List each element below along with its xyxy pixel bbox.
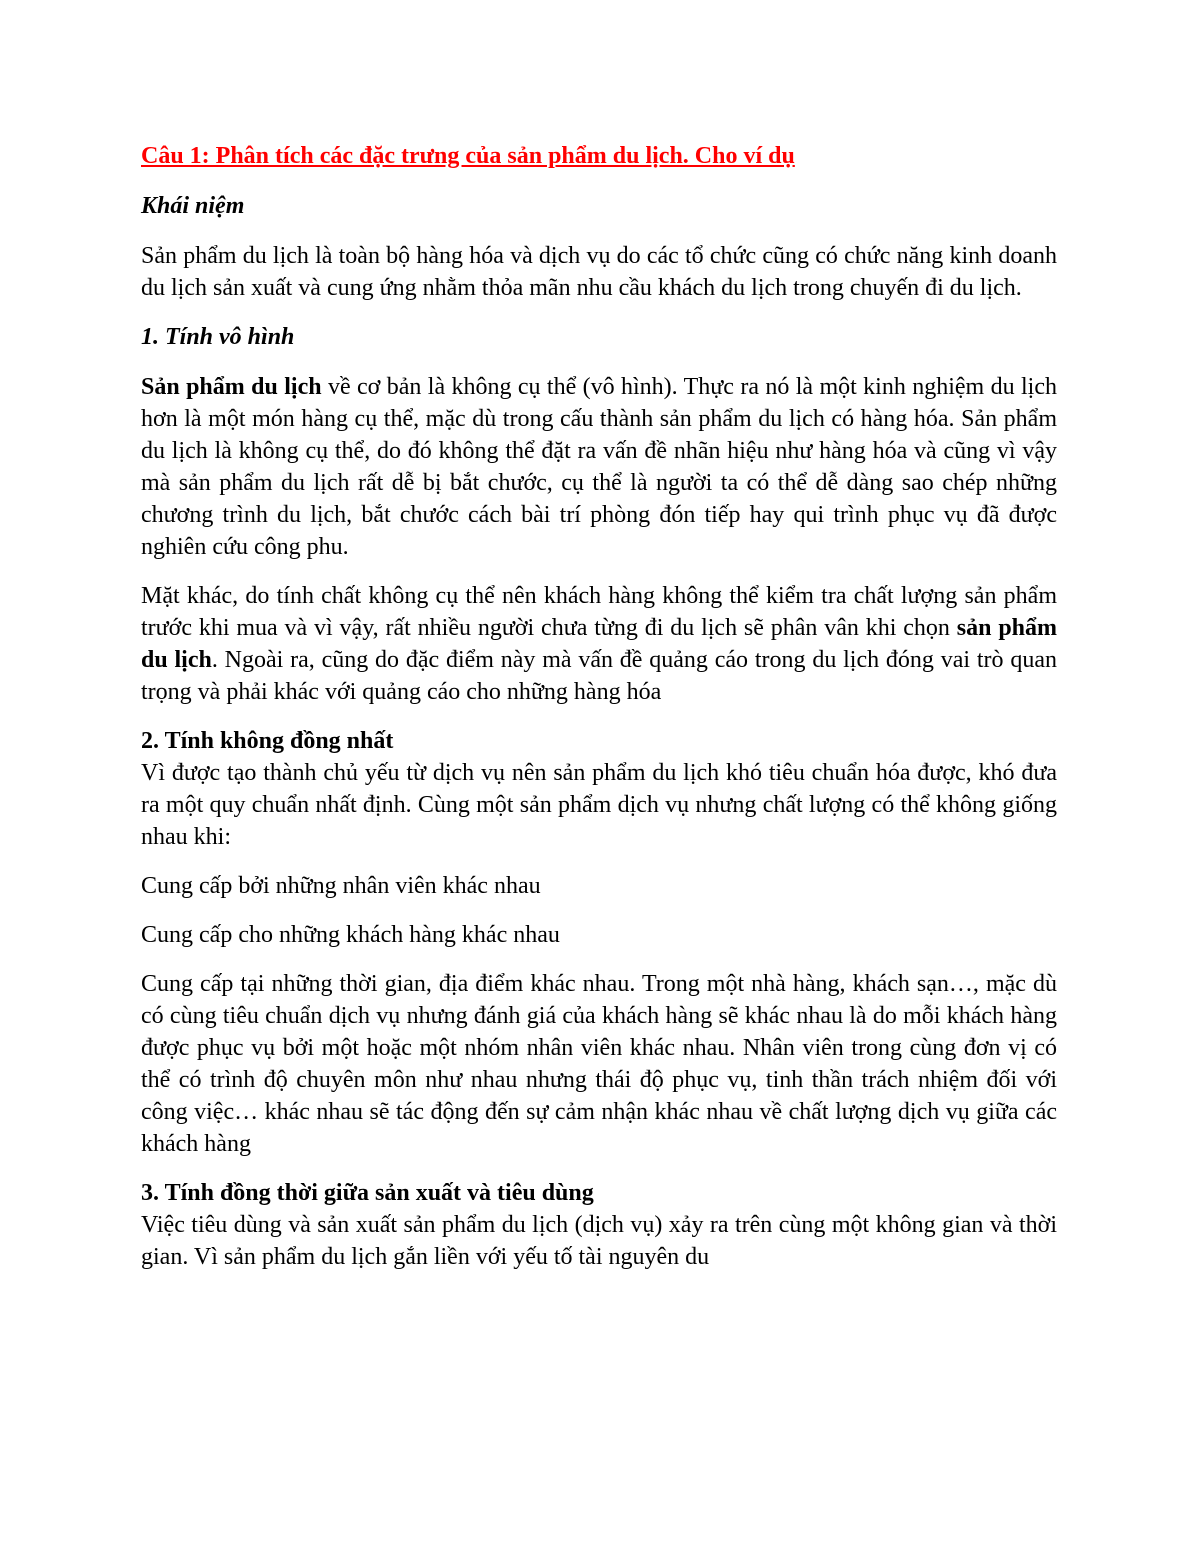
section-2-item-2: Cung cấp cho những khách hàng khác nhau bbox=[141, 922, 560, 948]
bold-term: Sản phẩm du lịch bbox=[141, 374, 322, 400]
section-2-heading: 2. Tính không đồng nhất bbox=[141, 728, 394, 754]
paragraph-text: Mặt khác, do tính chất không cụ thể nên khách hàng không thể kiểm tra chất lượng sản phẩm trước khi mua và vì vậy, rất nhiều người chưa từng đi du lịch sẽ phân vân khi chọn bbox=[141, 583, 1057, 641]
concept-paragraph: Sản phẩm du lịch là toàn bộ hàng hóa và dịch vụ do các tổ chức cũng có chức năng kinh doanh du lịch sản xuất và cung ứng nhằm thỏa mãn nhu cầu khách du lịch trong chuyến đi du lịch. bbox=[141, 243, 1057, 301]
section-2-item-1: Cung cấp bởi những nhân viên khác nhau bbox=[141, 873, 541, 899]
section-3-paragraph-1: Việc tiêu dùng và sản xuất sản phẩm du lịch (dịch vụ) xảy ra trên cùng một không gian và thời gian. Vì sản phẩm du lịch gắn liền với yếu tố tài nguyên du bbox=[141, 1212, 1057, 1270]
section-2-paragraph-2: Cung cấp tại những thời gian, địa điểm khác nhau. Trong một nhà hàng, khách sạn…, mặc dù có cùng tiêu chuẩn dịch vụ nhưng đánh giá của khách hàng sẽ khác nhau là do mỗi khách hàng được phục vụ bởi một hoặc một nhóm nhân viên khác nhau. Nhân viên trong cùng đơn vị có thể có trình độ chuyên môn như nhau nhưng thái độ phục vụ, tinh thần trách nhiệm đối với công việc… khác nhau sẽ tác động đến sự cảm nhận khác nhau về chất lượng dịch vụ giữa các khách hàng bbox=[141, 971, 1057, 1157]
concept-heading: Khái niệm bbox=[141, 193, 245, 219]
paragraph-text: . Ngoài ra, cũng do đặc điểm này mà vấn đề quảng cáo trong du lịch đóng vai trò quan trọng và phải khác với quảng cáo cho những hàng hóa bbox=[141, 647, 1057, 705]
section-1-paragraph-1 bbox=[141, 371, 1057, 563]
document-page bbox=[141, 140, 1057, 1290]
paragraph-text: về cơ bản là không cụ thể (vô hình). Thực ra nó là một kinh nghiệm du lịch hơn là một món hàng cụ thể, mặc dù trong cấu thành sản phẩm du lịch có hàng hóa. Sản phẩm du lịch là không cụ thể, do đó không thể đặt ra vấn đề nhãn hiệu như hàng hóa và cũng vì vậy mà sản phẩm du lịch rất dễ bị bắt chước, cụ thể là người ta có thể dễ dàng sao chép những chương trình du lịch, bắt chước cách bài trí phòng đón tiếp hay qui trình phục vụ đã được nghiên cứu công phu. bbox=[141, 374, 1057, 560]
section-1-paragraph-2 bbox=[141, 580, 1057, 708]
section-3-heading: 3. Tính đồng thời giữa sản xuất và tiêu dùng bbox=[141, 1180, 594, 1206]
bold-term: sản phẩm du lịch bbox=[141, 615, 1058, 673]
section-2-paragraph-1: Vì được tạo thành chủ yếu từ dịch vụ nên sản phẩm du lịch khó tiêu chuẩn hóa được, khó đưa ra một quy chuẩn nhất định. Cùng một sản phẩm dịch vụ nhưng chất lượng có thể không giống nhau khi: bbox=[141, 760, 1057, 850]
section-1-heading: 1. Tính vô hình bbox=[141, 324, 295, 350]
document-title: Câu 1: Phân tích các đặc trưng của sản phẩm du lịch. Cho ví dụ bbox=[141, 143, 795, 169]
